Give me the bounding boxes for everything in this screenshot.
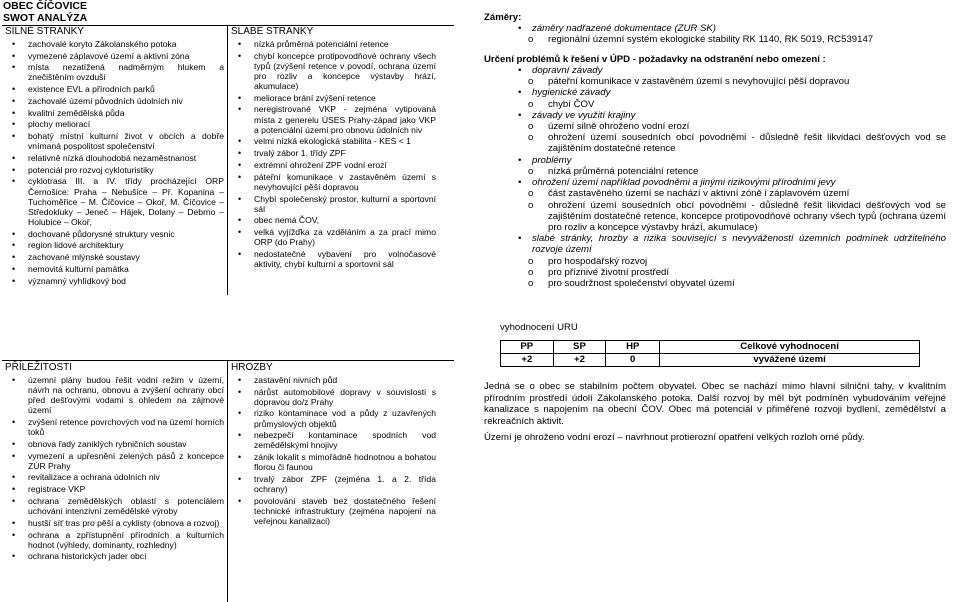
opportunities-title: PŘÍLEŽITOSTI: [5, 362, 73, 373]
list-item: • extrémní ohrožení ZPF vodní erozí: [228, 160, 436, 170]
balance-value-hp: 0: [606, 354, 660, 367]
list-item: • velká vyjížďka za vzděláním a za prací mimo ORP (do Prahy): [228, 227, 436, 247]
weaknesses-section: [228, 25, 436, 271]
balance-header-total: Celkové vyhodnocení: [660, 341, 920, 354]
balance-table: [500, 340, 920, 367]
list-item: • ochrana a zpřístupnění přírodních a kulturních hodnot (výhledy, dominanty, rozhledny): [2, 530, 224, 550]
list-item: • zánik lokalit s mimořádně hodnotnou a bohatou florou či faunou: [228, 452, 436, 472]
list-item: • nárůst automobilové dopravy v souvislosti s dopravou do/z Prahy: [228, 387, 436, 407]
list-item: • trvalý zábor ZPF (zejména 1. a 2. třída ochrany): [228, 474, 436, 494]
document-header: [3, 0, 223, 24]
list-item: • riziko kontaminace vod a půdy z uzavřených průmyslových objektů: [228, 408, 436, 428]
opportunities-list: [2, 375, 224, 562]
problem-urr: • slabé stránky, hrozby a rizika související s nevyvážeností územních podmínek udržitelného rozvoje území: [518, 233, 946, 256]
goals-title: Záměry:: [484, 12, 522, 23]
list-item: • dochované půdorysné struktury vesnic: [2, 229, 224, 239]
strengths-section: [2, 25, 224, 287]
list-item: • nemovitá kulturní památka: [2, 264, 224, 274]
list-item: • trvalý zábor 1. třídy ZPF: [228, 148, 436, 158]
document-title: OBEC ČÍČOVICE: [3, 0, 88, 12]
problem-povodne: • ohrožení území například povodněmi a jinými rizikovými přírodními jevy: [518, 177, 836, 189]
strengths-list: [2, 39, 224, 286]
opportunities-section: [2, 361, 224, 563]
list-item: • zvýšení retence povrchových vod na území horních toků: [2, 417, 224, 437]
list-item: • nedostatečné vybavení pro volnočasové aktivity, chybí kulturní a sportovní sál: [228, 249, 436, 269]
document-subtitle: SWOT ANALÝZA: [3, 12, 88, 25]
problem-dopravni: • dopravní závady: [518, 64, 603, 76]
list-item: • relativně nízká dlouhodobá nezaměstnanost: [2, 153, 224, 163]
list-item: • vymezení a upřesnění zelených pásů z koncepce ZÚR Prahy: [2, 451, 224, 471]
problem-hygienicke: • hygienické závady: [518, 87, 611, 99]
list-item: • povolování staveb bez dostatečného řešení technické infrastruktury (zejména napojení na veřejnou kanalizaci): [228, 496, 436, 526]
list-item: • nízká průměrná potenciální retence: [228, 39, 436, 49]
list-item: • ochrana zemědělských oblastí s potenciálem uchování intenzivní zemědělské výroby: [2, 496, 224, 516]
list-item: • region lidové architektury: [2, 240, 224, 250]
list-item: • územní plány budou řešit vodní režim v území, návrh na ochranu, obnovu a zvýšení ochrany obcí před dešťovými vodami s ohledem na zájmové území: [2, 375, 224, 416]
weaknesses-title: SLABÉ STRÁNKY: [231, 26, 314, 37]
list-item: • hustší síť tras pro pěší a cyklisty (obnova a rozvoj): [2, 518, 224, 528]
balance-title: vyhodnocení URU: [500, 322, 578, 333]
list-item: • kvalitní zemědělská půda: [2, 108, 224, 118]
balance-value-total: vyvážené území: [660, 354, 920, 367]
list-item: • plochy meliorací: [2, 119, 224, 129]
balance-header-hp: HP: [606, 341, 660, 354]
problem-problemy-sub: o nízká průměrná potenciální retence: [528, 165, 699, 177]
strengths-title: SILNÉ STRÁNKY: [5, 26, 84, 37]
balance-header-sp: SP: [553, 341, 606, 354]
list-item: • revitalizace a ochrana údolních niv: [2, 472, 224, 482]
list-item: • zachovalé koryto Zákolanského potoka: [2, 39, 224, 49]
list-item: • chybí koncepce protipovodňové ochrany všech typů (zvýšení retence v povodí, ochrana území pro rozliv a koncepce výstavby hrází, akumulace): [228, 51, 436, 92]
list-item: • potenciál pro rozvoj cykloturistiky: [2, 165, 224, 175]
problem-povodne-sub1: o část zastavěného území se nachází v aktivní zóně i záplavovém území: [528, 188, 850, 200]
problem-urr-sub2: o pro příznivé životní prostředí: [528, 266, 670, 278]
list-item: • Chybí společenský prostor, kulturní a sportovní sál: [228, 194, 436, 214]
right-column: [484, 12, 946, 289]
goals-subitem: o regionální územní systém ekologické stability RK 1140, RK 5019, RC539147: [528, 34, 874, 46]
problem-dopravni-sub: o páteřní komunikace v zastavěném území s nevyhovující pěší dopravou: [528, 76, 850, 88]
threats-list: [228, 375, 436, 527]
list-item: • meliorace brání zvýšení retence: [228, 93, 436, 103]
list-item: • velmi nízká ekologická stabilita - KES < 1: [228, 136, 436, 146]
problem-urr-sub3: o pro soudržnost společenství obyvatel území: [528, 278, 735, 290]
problem-problemy: • problémy: [518, 154, 572, 166]
list-item: • obec nemá ČOV,: [228, 215, 436, 225]
list-item: • existence EVL a přírodních parků: [2, 84, 224, 94]
balance-header-pp: PP: [501, 341, 554, 354]
problem-krajina-sub2: o ohrožení území sousedních obcí povodněmi - důsledně řešit likvidaci dešťových vod se zajištěním dostatečné retence: [528, 132, 946, 155]
problem-hygienicke-sub: o chybí ČOV: [528, 98, 595, 110]
list-item: • nebezpečí kontaminace spodních vod zemědělskými hnojivy: [228, 430, 436, 450]
balance-table-value-row: [501, 354, 920, 367]
list-item: • neregistrované VKP - zejména vytipovaná místa z generelu ÚSES Prahy-západ jako VKP a potenciální území pro obnovu údolních niv: [228, 104, 436, 134]
threats-section: [228, 361, 436, 528]
threats-title: HROZBY: [231, 362, 273, 373]
goals-item: • záměry nadřazené dokumentace (ZUR SK): [518, 23, 716, 35]
list-item: • cyklotrasa III. a IV. třídy procházející ORP Černošice: Praha – Nebušice – Př. Kopanina – Tuchoměřice – M. Číčovice – Okoř, M. Číčovice – Středokluky – Jeneč – Hájek, Dolany – Debrno – Holubice – Okoř,: [2, 176, 224, 227]
list-item: • zachované mlýnské soustavy: [2, 252, 224, 262]
problem-povodne-sub2: o ohrožení území sousedních obcí povodněmi - důsledně řešit likvidaci dešťových vod se zajištěním dostatečné retence, koncepce protipovodňové ochrany všech typů (ochrana území pro rozliv a koncepce výstavby hrází, akumulace): [528, 199, 946, 233]
list-item: • bohatý místní kulturní život v obcích a dobře vnímaná pospolitost společenství: [2, 131, 224, 151]
balance-value-pp: +2: [501, 354, 554, 367]
problems-title: Určení problémů k řešení v ÚPD - požadavky na odstranění nebo omezení :: [484, 53, 826, 65]
weaknesses-list: [228, 39, 436, 269]
list-item: • obnova řady zaniklých rybničních soustav: [2, 439, 224, 449]
list-item: • zachovalé území původních údolních niv: [2, 96, 224, 106]
problem-urr-sub1: o pro hospodářský rozvoj: [528, 255, 648, 267]
list-item: • zastavění nivních půd: [228, 375, 436, 385]
summary-paragraph: Jedná se o obec se stabilním počtem obyvatel. Obec se nachází mimo hlavní silniční tahy, v kvalitním přírodním prostředí údolí Zákolanského potoka. Další rozvoj by měl být podmíněn vybudováním veřejné kanalizace s napojením na obecní ČOV. Obec má potenciál v přiměřené rozvoji bydlení, zemědělství a rekreačních aktivit.: [484, 381, 946, 427]
balance-value-sp: +2: [553, 354, 606, 367]
erosion-paragraph: Území je ohroženo vodní erozí – navrhnout protierozní opatření velkých rozloh orné půdy.: [484, 432, 865, 443]
list-item: • páteřní komunikace v zastavěném území s nevyhovující pěší dopravou: [228, 172, 436, 192]
list-item: • registrace VKP: [2, 484, 224, 494]
problem-krajina-sub1: o území silně ohroženo vodní erozí: [528, 120, 690, 132]
list-item: • významný vyhlídkový bod: [2, 276, 224, 286]
problem-krajina: • závady ve využití krajiny: [518, 109, 636, 121]
balance-table-header-row: [501, 341, 920, 354]
list-item: • ochrana historických jader obcí: [2, 551, 224, 561]
list-item: • místa nezatížená nadměrným hlukem a znečištěním ovzduší: [2, 62, 224, 82]
list-item: • vymezené záplavové území a aktivní zóna: [2, 51, 224, 61]
